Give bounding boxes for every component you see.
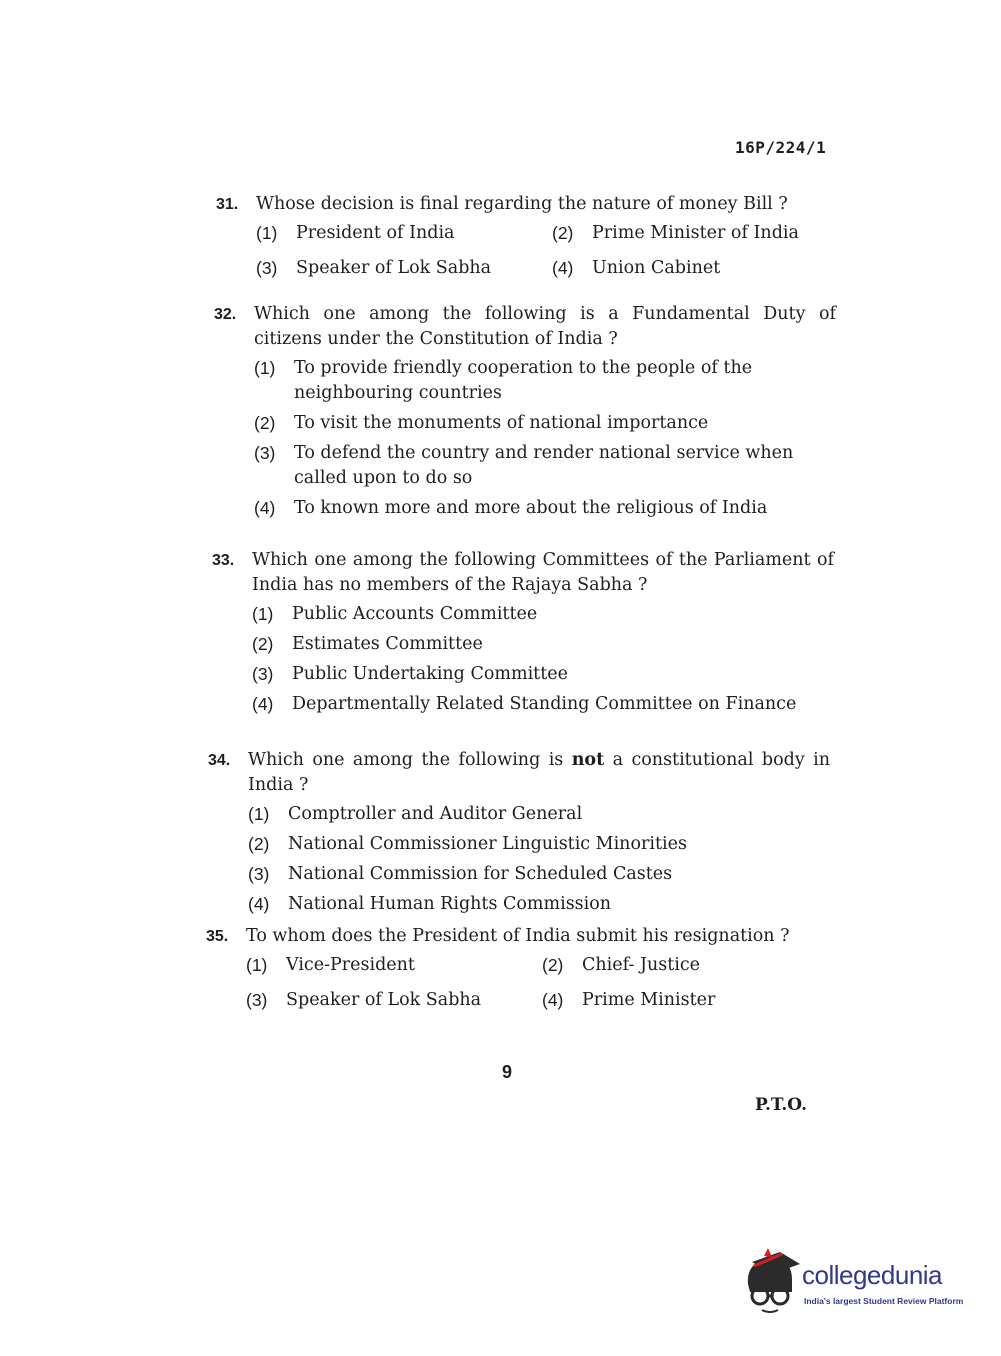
question-34 <box>208 748 830 922</box>
option-2: (2) Prime Minister of India <box>552 223 799 243</box>
option-4: (4) To known more and more about the religious of India <box>254 498 768 518</box>
option-1: (1) President of India <box>256 223 455 243</box>
option-1: (1) Vice-President <box>246 955 415 975</box>
option-4: (4) Union Cabinet <box>552 258 721 278</box>
emphasis-not: not <box>571 750 605 770</box>
option-4: (4) Prime Minister <box>542 990 716 1010</box>
option-3: (3) Public Undertaking Committee <box>252 664 568 684</box>
question-32 <box>214 302 836 526</box>
option-2: (2) Chief- Justice <box>542 955 700 975</box>
pto-marker: P.T.O. <box>755 1095 807 1115</box>
option-1: (1) Public Accounts Committee <box>252 604 538 624</box>
question-33 <box>212 548 834 722</box>
question-number: 33. <box>212 552 235 569</box>
question-text: Which one among the following is not a constitutional body in India ? <box>248 750 830 795</box>
question-text: Which one among the following is a Fundamental Duty of citizens under the Constitution of India ? <box>254 304 836 349</box>
mascot-icon <box>742 1248 802 1318</box>
question-35 <box>206 924 842 1018</box>
option-2: (2) Estimates Committee <box>252 634 483 654</box>
option-2: (2) To visit the monuments of national importance <box>254 413 709 433</box>
option-3: (3) Speaker of Lok Sabha <box>256 258 492 278</box>
collegedunia-logo <box>742 1248 972 1318</box>
brand-tagline: India's largest Student Review Platform <box>804 1296 964 1306</box>
question-text: Which one among the following Committees of the Parliament of India has no members of the Rajaya Sabha ? <box>252 550 834 595</box>
option-3: (3) To defend the country and render national service when called upon to do so <box>254 443 794 488</box>
options <box>246 953 842 1018</box>
question-text: Whose decision is final regarding the nature of money Bill ? <box>256 194 788 214</box>
question-number: 35. <box>206 928 229 945</box>
brand-name: collegedunia <box>802 1260 943 1290</box>
options <box>256 221 852 286</box>
option-4: (4) National Human Rights Commission <box>248 894 612 914</box>
question-number: 34. <box>208 752 231 769</box>
option-4: (4) Departmentally Related Standing Committee on Finance <box>252 694 797 714</box>
page-number: 9 <box>502 1062 513 1082</box>
options <box>254 356 836 521</box>
option-3: (3) Speaker of Lok Sabha <box>246 990 482 1010</box>
paper-code: 16P/224/1 <box>735 138 827 157</box>
option-3: (3) National Commission for Scheduled Castes <box>248 864 673 884</box>
question-number: 31. <box>216 196 239 213</box>
option-1: (1) Comptroller and Auditor General <box>248 804 583 824</box>
options <box>252 602 834 717</box>
options <box>248 802 830 917</box>
question-text: To whom does the President of India submit his resignation ? <box>246 926 790 946</box>
option-1: (1) To provide friendly cooperation to the people of the neighbouring countries <box>254 358 753 403</box>
option-2: (2) National Commissioner Linguistic Minorities <box>248 834 687 854</box>
question-31 <box>216 192 852 286</box>
question-number: 32. <box>214 306 237 323</box>
